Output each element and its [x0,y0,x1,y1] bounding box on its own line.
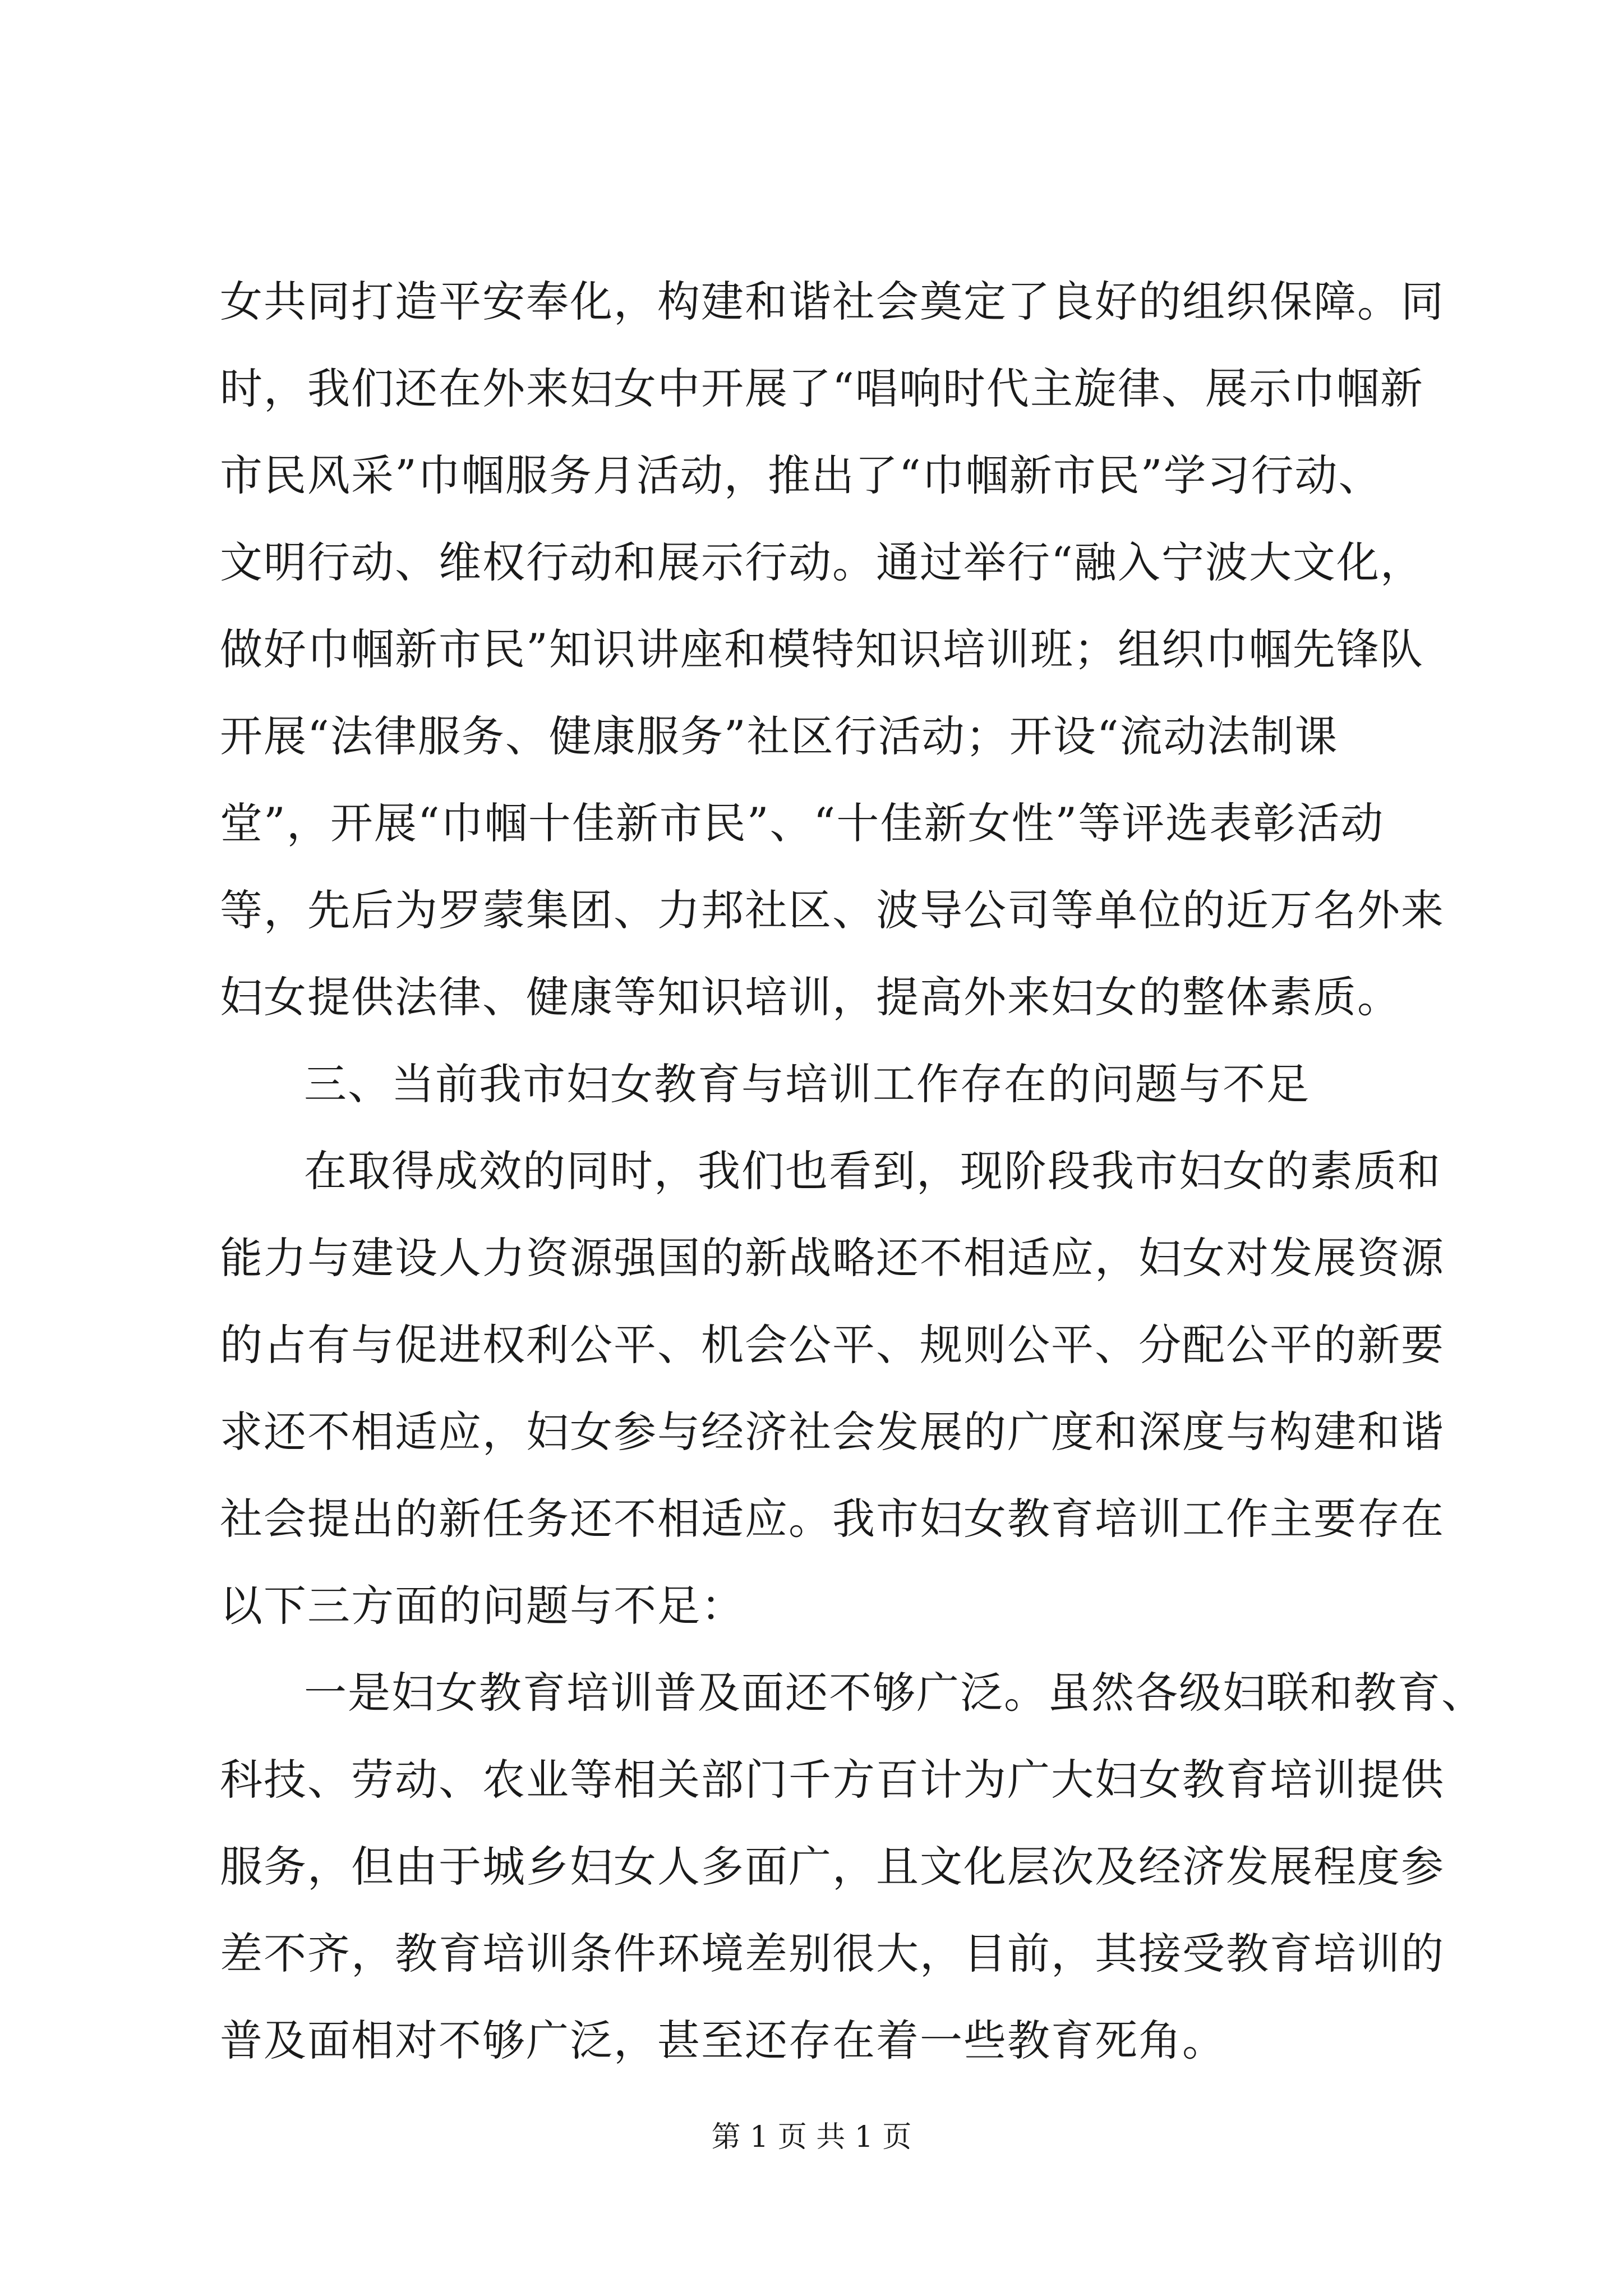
paragraph [220,1128,1445,1649]
text-line: 求还不相适应，妇女参与经济社会发展的广度和深度与构建和谐 [220,1407,1445,1457]
text-line: 时，我们还在外来妇女中开展了“唱响时代主旋律、展示巾帼新 [220,364,1424,413]
text-line: 市民风采”巾帼服务月活动，推出了“巾帼新市民”学习行动、 [220,450,1382,500]
text-line: 妇女提供法律、健康等知识培训，提高外来妇女的整体素质。 [220,972,1401,1022]
text-line: 等，先后为罗蒙集团、力邦社区、波导公司等单位的近万名外来 [220,885,1445,935]
document-body [220,258,1485,2084]
section-heading-text: 三、当前我市妇女教育与培训工作存在的问题与不足 [304,1059,1310,1109]
text-line: 文明行动、维权行动和展示行动。通过举行“融入宁波大文化， [220,537,1424,587]
text-line: 做好巾帼新市民”知识讲座和模特知识培训班；组织巾帼先锋队 [220,624,1424,674]
paragraph [220,258,1445,1041]
text-line: 开展“法律服务、健康服务”社区行活动；开设“流动法制课 [220,711,1339,761]
text-line: 差不齐，教育培训条件环境差别很大，目前，其接受教育培训的 [220,1929,1445,1978]
text-line: 能力与建设人力资源强国的新战略还不相适应，妇女对发展资源 [220,1233,1445,1283]
text-line: 社会提出的新任务还不相适应。我市妇女教育培训工作主要存在 [220,1494,1445,1544]
text-line: 普及面相对不够广泛，甚至还存在着一些教育死角。 [220,2016,1226,2065]
section-heading [220,1041,1426,1128]
text-line: 在取得成效的同时，我们也看到，现阶段我市妇女的素质和 [304,1146,1441,1196]
page-number-footer: 第 1 页 共 1 页 [711,2120,912,2154]
text-line: 女共同打造平安奉化，构建和谐社会奠定了良好的组织保障。同 [220,277,1445,326]
text-line: 堂”，开展“巾帼十佳新市民”、“十佳新女性”等评选表彰活动 [220,798,1385,848]
text-line: 科技、劳动、农业等相关部门千方百计为广大妇女教育培训提供 [220,1755,1445,1805]
paragraph [220,1649,1485,2084]
text-line: 一是妇女教育培训普及面还不够广泛。虽然各级妇联和教育、 [304,1668,1485,1718]
text-line: 的占有与促进权利公平、机会公平、规则公平、分配公平的新要 [220,1320,1445,1370]
text-line: 以下三方面的问题与不足： [220,1581,745,1631]
text-line: 服务，但由于城乡妇女人多面广，且文化层次及经济发展程度参 [220,1842,1445,1892]
